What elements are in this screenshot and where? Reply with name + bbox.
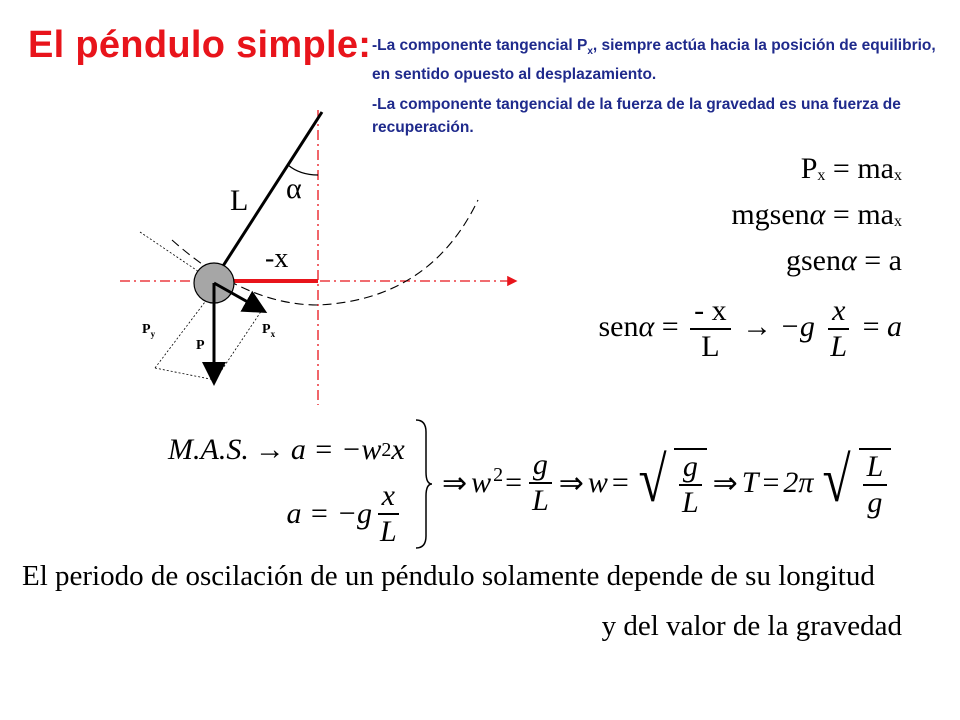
fraction [526,450,555,516]
eq-equals: = [611,466,629,499]
note-text: , siempre actúa hacia la posición de equilibrio, en sentido opuesto al desplazamiento. [372,37,936,84]
exponent: 2 [381,438,392,461]
fraction [376,481,401,547]
eq-term: a [887,309,902,343]
note-subscript: x [587,46,593,58]
eq-term: w [471,466,492,499]
system-row [168,418,405,482]
equation-acceleration [786,244,902,278]
eq-angle: α [841,244,857,277]
eq-term: a = −w [290,433,382,466]
denominator: L [701,330,720,363]
conclusion-line-2: y del valor de la gravedad [601,610,902,642]
eq-term: ma [857,152,894,185]
period-derivation [440,444,895,519]
numerator: x [378,481,399,515]
px-subscript: x [270,328,276,339]
fraction [861,452,890,518]
eq-equals: = [832,198,858,231]
denominator: L [681,486,699,519]
p-label: P [196,338,205,353]
py-letter: P [142,322,151,337]
denominator: g [867,486,883,519]
guide-line [155,290,214,368]
system-row [168,479,405,548]
numerator: g [679,452,702,486]
eq-term: a [888,244,902,277]
fraction [676,452,705,518]
implies-symbol: ⇒ [558,466,584,500]
note-text: -La componente tangencial P [372,37,588,54]
px-letter: P [262,322,271,337]
square-root [633,444,709,519]
eq-equals: = [762,466,780,499]
conclusion-line-1: El periodo de oscilación de un péndulo solamente depende de su longitud [22,560,875,592]
py-label [142,322,155,339]
fraction [826,296,851,362]
eq-term: −g [779,309,815,343]
equation-newton [801,152,902,186]
right-brace [414,418,434,550]
eq-term: w [587,466,608,499]
eq-sub: x [817,167,826,184]
radicand [859,448,892,518]
eq-equals: = [862,309,887,343]
note-restoring-force: -La componente tangencial de la fuerza de la gravedad es una fuerza de recuperación. [372,96,901,136]
eq-equals: = [864,244,889,277]
angle-label: α [286,172,302,205]
radicand [674,448,707,518]
eq-sub: x [894,213,902,230]
eq-term: x [391,433,405,466]
radical-sign: √ [822,444,852,515]
eq-angle: α [809,198,826,231]
numerator: g [529,450,552,484]
eq-angle: α [638,309,655,343]
eq-sub: x [894,167,902,184]
arrow: → [254,433,285,466]
square-root [817,444,893,519]
eq-term: gsen [786,244,841,277]
implies-symbol: ⇒ [442,466,468,500]
denominator: L [379,515,397,548]
eq-term: P [800,152,818,185]
length-label: L [230,184,249,217]
fraction [690,296,731,362]
py-subscript: y [150,328,156,339]
denominator: L [830,330,848,363]
equation-sine [598,296,902,362]
guide-line [215,310,262,380]
guide-line [155,368,215,380]
eq-term: sen [598,309,639,343]
arrow: → [742,309,773,343]
displacement-label: -x [265,243,289,274]
eq-equals: = [832,152,858,185]
implies-symbol: ⇒ [712,466,738,500]
denominator: L [532,484,549,517]
eq-term: ma [857,198,894,231]
radical-sign: √ [638,444,667,515]
eq-equals: = [661,309,687,343]
numerator: - x [690,296,731,330]
eq-term: 2π [783,466,814,499]
exponent: 2 [493,463,504,486]
page-title: El péndulo simple: [28,24,372,66]
eq-equals: = [505,466,523,499]
shm-label: M.A.S. [168,433,249,466]
eq-term: mgsen [731,198,810,231]
eq-term: a = −g [286,497,372,530]
eq-term: T [741,466,759,499]
px-label [262,322,275,339]
numerator: L [863,452,888,486]
numerator: x [828,296,849,330]
equation-force [731,198,902,232]
shm-system [168,418,405,546]
